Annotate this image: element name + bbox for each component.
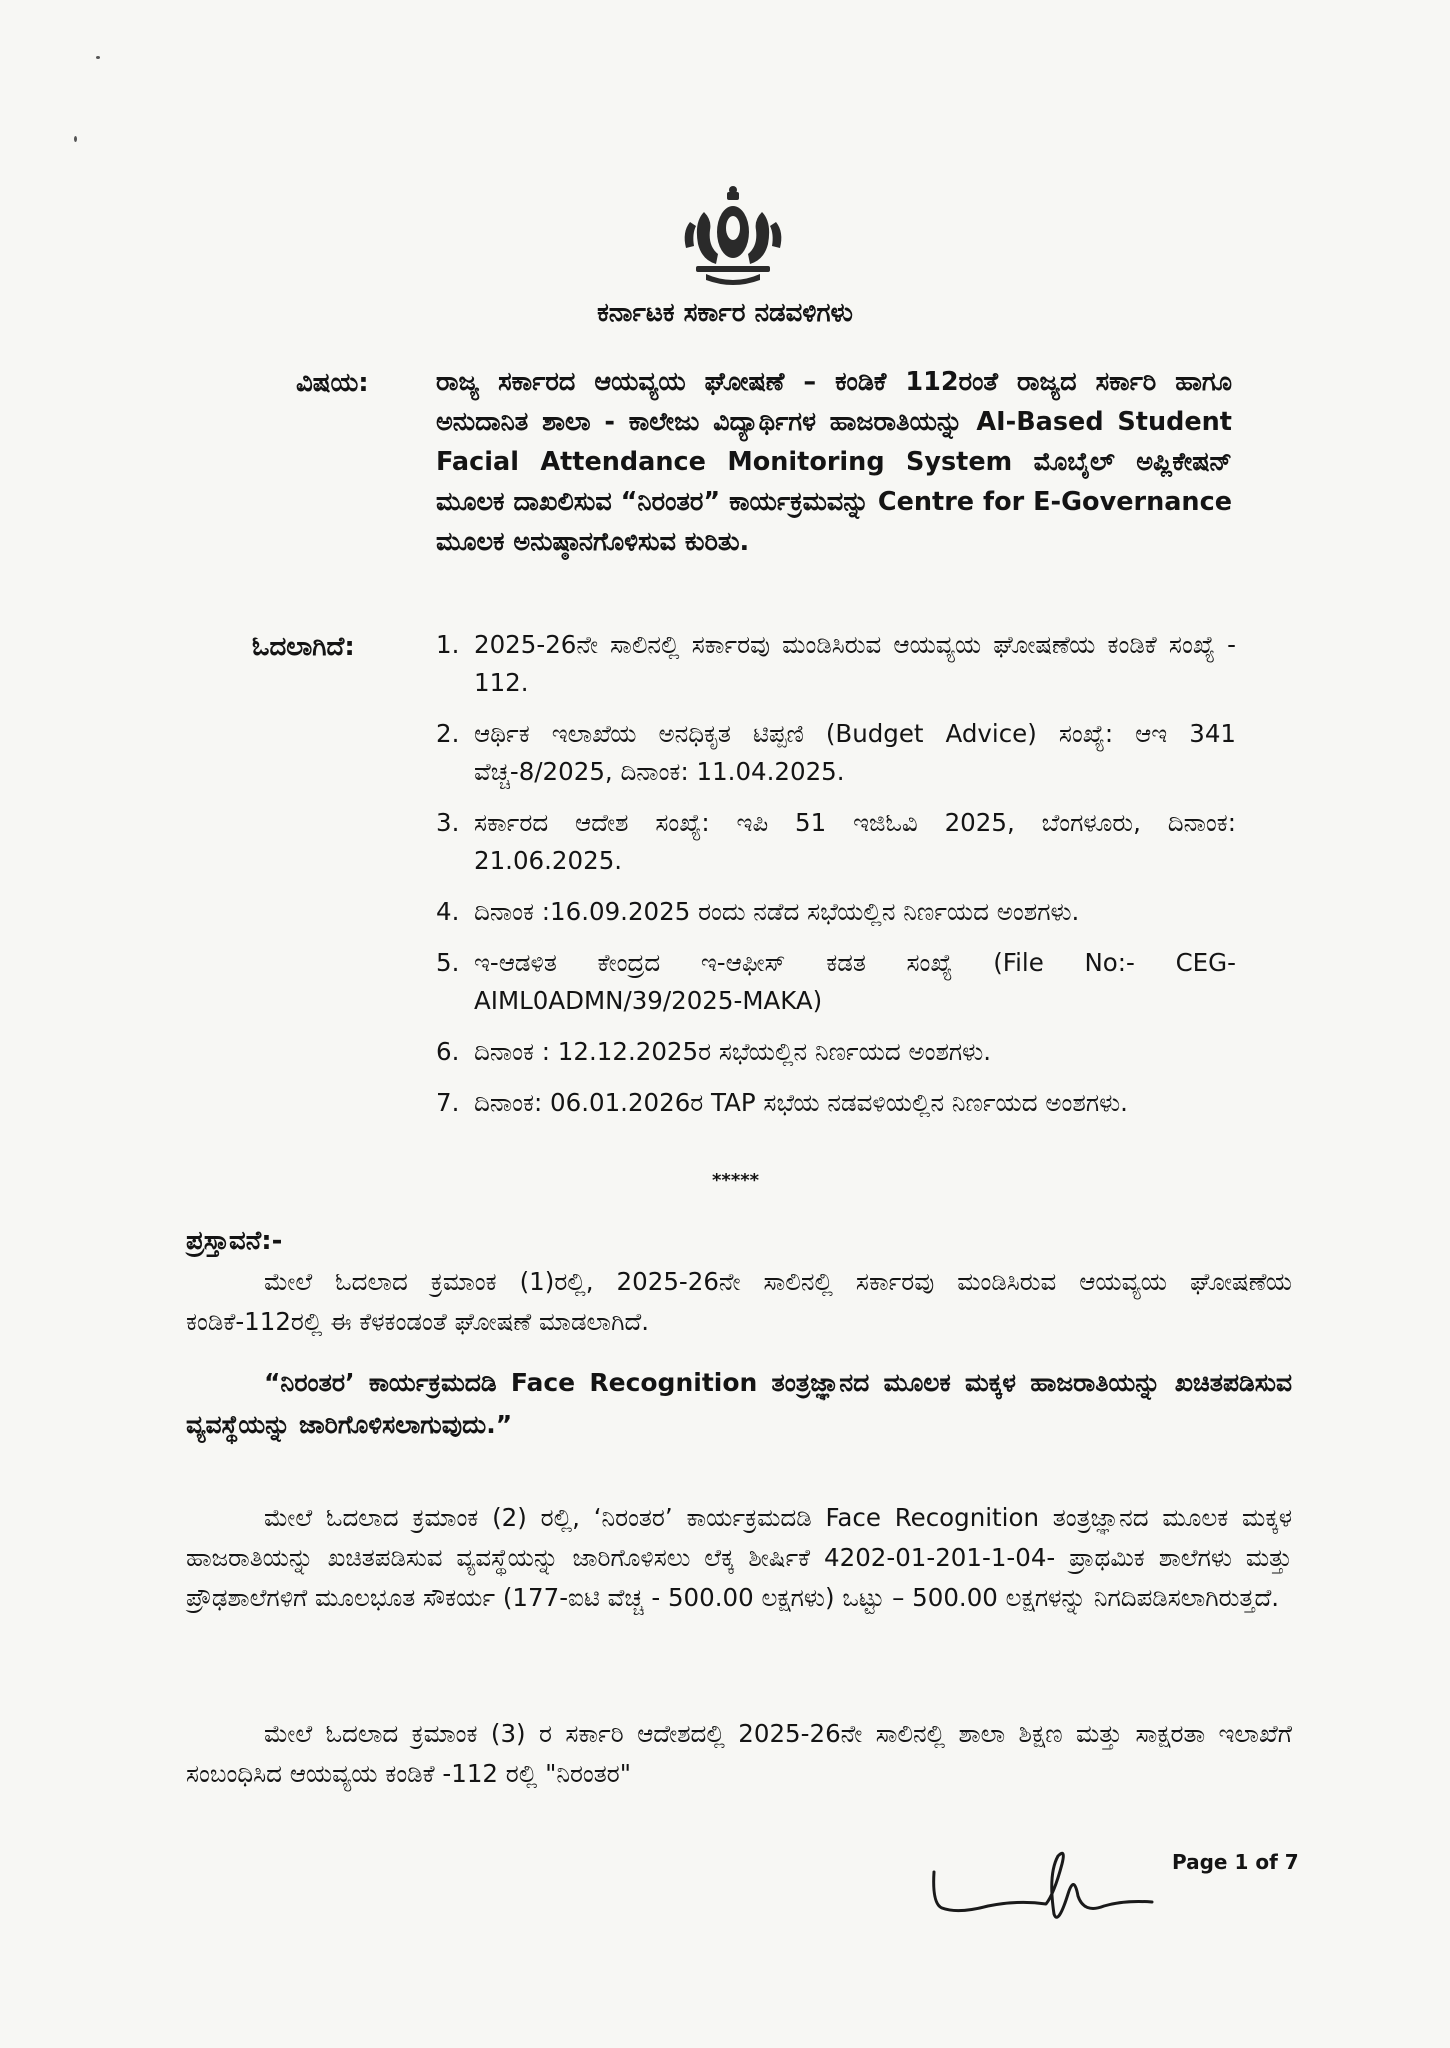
reference-item	[436, 1033, 1236, 1071]
reference-number: 4.	[436, 897, 460, 926]
reference-text: ದಿನಾಂಕ: 06.01.2026ರ TAP ಸಭೆಯ ನಡವಳಿಯಲ್ಲಿನ ನಿರ್ಣಯದ ಅಂಶಗಳು.	[474, 1088, 1128, 1117]
references-label: ಓದಲಾಗಿದೆ:	[252, 632, 355, 662]
document-heading: ಕರ್ನಾಟಕ ಸರ್ಕಾರ ನಡವಳಿಗಳು	[597, 298, 853, 328]
reference-text: ಆರ್ಥಿಕ ಇಲಾಖೆಯ ಅನಧಿಕೃತ ಟಿಪ್ಪಣಿ (Budget Advice) ಸಂಖ್ಯೆ: ಆಇ 341 ವೆಚ್ಚ-8/2025, ದಿನಾಂಕ: 11.04.2025.	[474, 719, 1236, 786]
reference-item	[436, 715, 1236, 791]
preamble-paragraph-2	[186, 1498, 1292, 1618]
reference-text: ಸರ್ಕಾರದ ಆದೇಶ ಸಂಖ್ಯೆ: ಇಪಿ 51 ಇಜಿಓವಿ 2025, ಬೆಂಗಳೂರು, ದಿನಾಂಕ: 21.06.2025.	[474, 808, 1236, 875]
reference-number: 5.	[436, 948, 460, 977]
reference-number: 1.	[436, 630, 460, 659]
reference-item	[436, 893, 1236, 931]
reference-item	[436, 944, 1236, 1020]
budget-quote	[186, 1362, 1292, 1446]
preamble-paragraph-3	[186, 1714, 1292, 1794]
preamble-paragraph-1	[186, 1262, 1292, 1342]
section-separator: *****	[712, 1170, 760, 1191]
reference-item	[436, 804, 1236, 880]
references-list	[436, 626, 1236, 1135]
scan-speck	[74, 136, 77, 142]
subject-text: ರಾಜ್ಯ ಸರ್ಕಾರದ ಆಯವ್ಯಯ ಘೋಷಣೆ – ಕಂಡಿಕೆ 112ರಂತೆ ರಾಜ್ಯದ ಸರ್ಕಾರಿ ಹಾಗೂ ಅನುದಾನಿತ ಶಾಲಾ - ಕಾಲೇಜು ವಿದ್ಯಾರ್ಥಿಗಳ ಹಾಜರಾತಿಯನ್ನು AI-Based Student Facial Attendance Monitoring System ಮೊಬೈಲ್ ಅಪ್ಲಿಕೇಷನ್ ಮೂಲಕ ದಾಖಲಿಸುವ “ನಿರಂತರ” ಕಾರ್ಯಕ್ರಮವನ್ನು Centre for E-Governance ಮೂಲಕ ಅನುಷ್ಠಾನಗೊಳಿಸುವ ಕುರಿತು.	[436, 367, 1232, 557]
subject-label: ವಿಷಯ:	[296, 368, 369, 398]
preamble-label: ಪ್ರಸ್ತಾವನೆ:-	[186, 1226, 283, 1256]
preamble-paragraph-3-text: ಮೇಲೆ ಓದಲಾದ ಕ್ರಮಾಂಕ (3) ರ ಸರ್ಕಾರಿ ಆದೇಶದಲ್ಲಿ 2025-26ನೇ ಸಾಲಿನಲ್ಲಿ ಶಾಲಾ ಶಿಕ್ಷಣ ಮತ್ತು ಸಾಕ್ಷರತಾ ಇಲಾಖೆಗೆ ಸಂಬಂಧಿಸಿದ ಆಯವ್ಯಯ ಕಂಡಿಕೆ -112 ರಲ್ಲಿ "ನಿರಂತರ"	[186, 1719, 1292, 1788]
reference-text: ಇ-ಆಡಳಿತ ಕೇಂದ್ರದ ಇ-ಆಫೀಸ್ ಕಡತ ಸಂಖ್ಯೆ (File No:- CEG-AIML0ADMN/39/2025-MAKA)	[474, 948, 1236, 1015]
reference-text: ದಿನಾಂಕ :16.09.2025 ರಂದು ನಡೆದ ಸಭೆಯಲ್ಲಿನ ನಿರ್ಣಯದ ಅಂಶಗಳು.	[474, 897, 1080, 926]
reference-number: 2.	[436, 719, 460, 748]
signature-icon	[928, 1834, 1158, 1934]
reference-item	[436, 1084, 1236, 1122]
reference-number: 6.	[436, 1037, 460, 1066]
preamble-paragraph-1-text: ಮೇಲೆ ಓದಲಾದ ಕ್ರಮಾಂಕ (1)ರಲ್ಲಿ, 2025-26ನೇ ಸಾಲಿನಲ್ಲಿ ಸರ್ಕಾರವು ಮಂಡಿಸಿರುವ ಆಯವ್ಯಯ ಘೋಷಣೆಯ ಕಂಡಿಕೆ-112ರಲ್ಲಿ ಈ ಕೆಳಕಂಡಂತೆ ಘೋಷಣೆ ಮಾಡಲಾಗಿದೆ.	[186, 1267, 1292, 1336]
page-number: Page 1 of 7	[1172, 1850, 1299, 1874]
reference-text: ದಿನಾಂಕ : 12.12.2025ರ ಸಭೆಯಲ್ಲಿನ ನಿರ್ಣಯದ ಅಂಶಗಳು.	[474, 1037, 992, 1066]
karnataka-emblem-icon	[676, 182, 790, 292]
preamble-paragraph-2-text: ಮೇಲೆ ಓದಲಾದ ಕ್ರಮಾಂಕ (2) ರಲ್ಲಿ, ‘ನಿರಂತರ’ ಕಾರ್ಯಕ್ರಮದಡಿ Face Recognition ತಂತ್ರಜ್ಞಾನದ ಮೂಲಕ ಮಕ್ಕಳ ಹಾಜರಾತಿಯನ್ನು ಖಚಿತಪಡಿಸುವ ವ್ಯವಸ್ಥೆಯನ್ನು ಜಾರಿಗೊಳಿಸಲು ಲೆಕ್ಕ ಶೀರ್ಷಿಕೆ 4202-01-201-1-04- ಪ್ರಾಥಮಿಕ ಶಾಲೆಗಳು ಮತ್ತು ಪ್ರೌಢಶಾಲೆಗಳಿಗೆ ಮೂಲಭೂತ ಸೌಕರ್ಯ (177-ಐಟಿ ವೆಚ್ಚ - 500.00 ಲಕ್ಷಗಳು) ಒಟ್ಟು – 500.00 ಲಕ್ಷಗಳನ್ನು ನಿಗದಿಪಡಿಸಲಾಗಿರುತ್ತದೆ.	[186, 1503, 1292, 1612]
reference-text: 2025-26ನೇ ಸಾಲಿನಲ್ಲಿ ಸರ್ಕಾರವು ಮಂಡಿಸಿರುವ ಆಯವ್ಯಯ ಘೋಷಣೆಯ ಕಂಡಿಕೆ ಸಂಖ್ಯೆ - 112.	[474, 630, 1236, 697]
budget-quote-text: “ನಿರಂತರ’ ಕಾರ್ಯಕ್ರಮದಡಿ Face Recognition ತಂತ್ರಜ್ಞಾನದ ಮೂಲಕ ಮಕ್ಕಳ ಹಾಜರಾತಿಯನ್ನು ಖಚಿತಪಡಿಸುವ ವ್ಯವಸ್ಥೆಯನ್ನು ಜಾರಿಗೊಳಿಸಲಾಗುವುದು.”	[186, 1368, 1292, 1439]
reference-number: 7.	[436, 1088, 460, 1117]
scan-speck	[96, 56, 100, 59]
reference-item	[436, 626, 1236, 702]
reference-number: 3.	[436, 808, 460, 837]
